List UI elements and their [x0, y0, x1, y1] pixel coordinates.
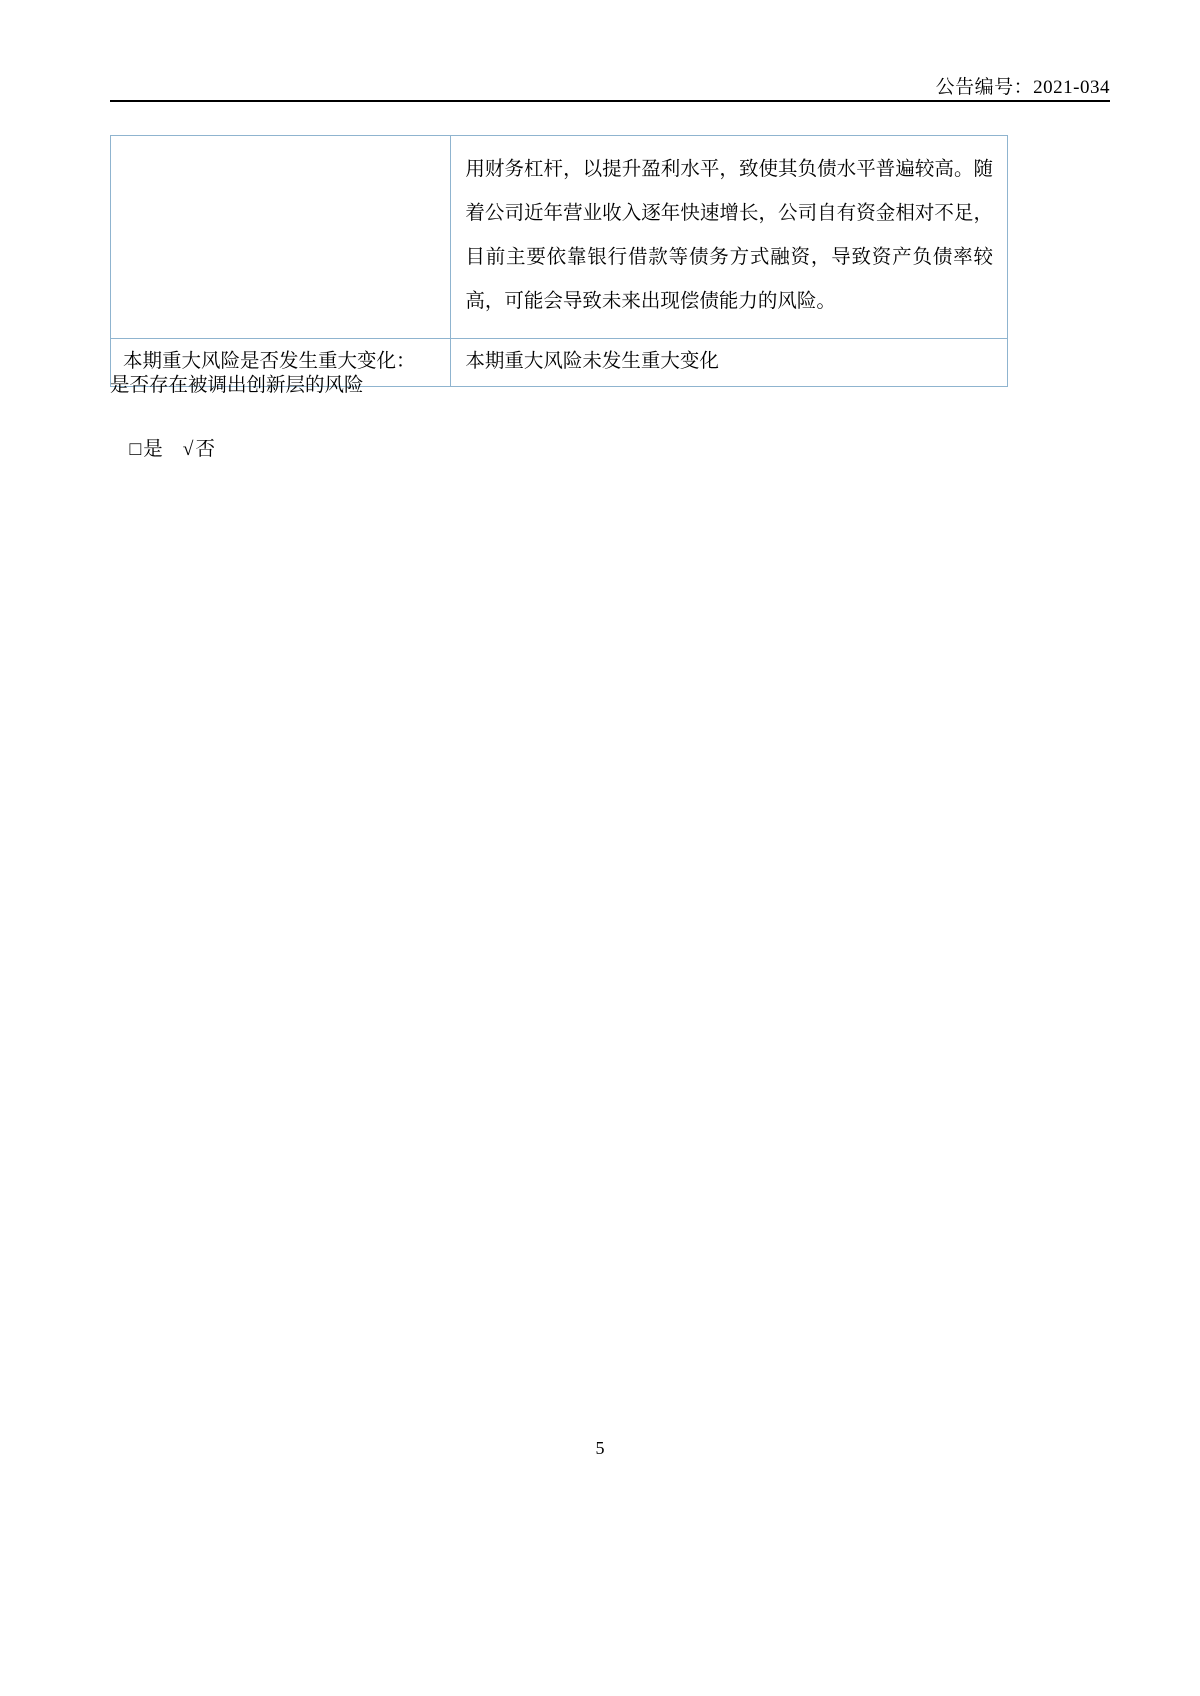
table-row — [111, 136, 1008, 339]
table-cell-change-value — [451, 339, 1008, 387]
choice-label-yes: 是 — [143, 439, 163, 460]
header-divider — [110, 100, 1110, 102]
page-number: 5 — [595, 1438, 605, 1458]
table-cell-risk-description — [451, 136, 1008, 339]
checkbox-yes[interactable]: □ — [129, 439, 142, 460]
page-header — [110, 72, 1110, 99]
risk-description-text: 用财务杠杆，以提升盈利水平，致使其负债水平普遍较高。随着公司近年营业收入逐年快速增长，公司自有资金相对不足，目前主要依靠银行借款等债务方式融资，导致资产负债率较高，可能会导致未来出现偿债能力的风险。 — [465, 159, 993, 312]
change-value-text: 本期重大风险未发生重大变化 — [465, 351, 719, 372]
question-text: 是否存在被调出创新层的风险 — [110, 375, 364, 396]
checkbox-no[interactable]: √ — [182, 439, 194, 460]
change-label-text: 本期重大风险是否发生重大变化： — [123, 351, 416, 372]
choice-group — [110, 402, 215, 498]
choice-label-no: 否 — [195, 439, 216, 460]
risk-table — [110, 135, 1008, 387]
table-cell-label-empty — [111, 136, 451, 339]
notice-number: 公告编号：2021-034 — [935, 77, 1110, 98]
